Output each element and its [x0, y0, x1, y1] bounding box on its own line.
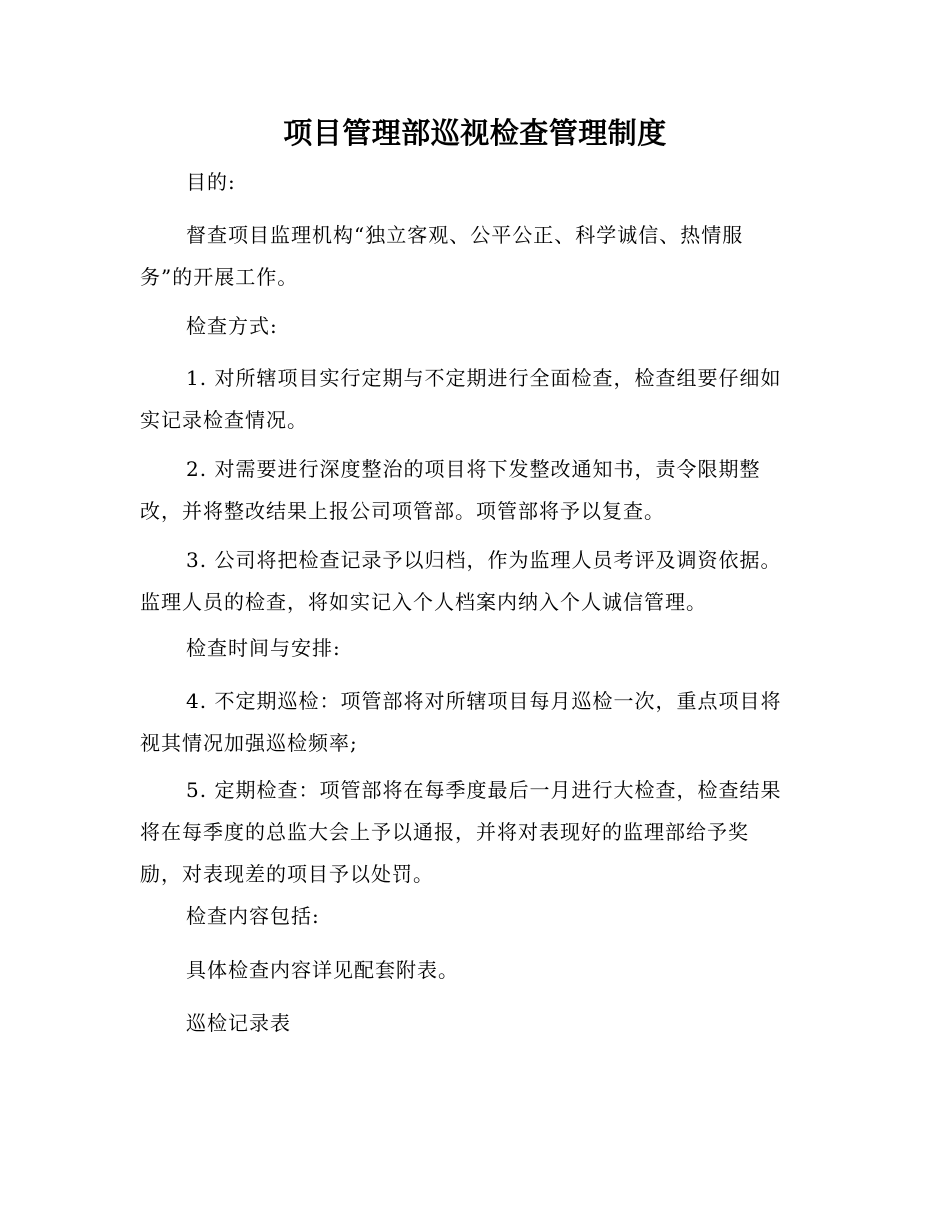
- record-table-label: 巡检记录表: [186, 1011, 291, 1035]
- content-body: 具体检查内容详见配套附表。: [186, 958, 459, 982]
- item-1-line-1: 1. 对所辖项目实行定期与不定期进行全面检查，检查组要仔细如: [186, 366, 782, 390]
- content-heading: 检查内容包括:: [186, 904, 320, 928]
- purpose-body-line-2: 务”的开展工作。: [140, 265, 299, 289]
- item-4-line-2: 视其情况加强巡检频率;: [140, 731, 358, 755]
- item-1: [140, 357, 810, 441]
- item-5-line-1: 5. 定期检查：项管部将在每季度最后一月进行大检查，检查结果: [186, 778, 782, 802]
- item-5-line-2: 将在每季度的总监大会上予以通报，并将对表现好的监理部给予奖: [140, 820, 749, 844]
- purpose-heading: 目的:: [186, 170, 236, 194]
- item-3-line-1: 3. 公司将把检查记录予以归档，作为监理人员考评及调资依据。: [186, 548, 782, 572]
- item-3: [140, 539, 810, 623]
- method-heading: 检查方式:: [186, 314, 278, 338]
- item-3-line-2: 监理人员的检查，将如实记入个人档案内纳入个人诚信管理。: [140, 590, 707, 614]
- item-5: [140, 769, 810, 895]
- item-1-line-2: 实记录检查情况。: [140, 408, 308, 432]
- purpose-body: [140, 214, 810, 298]
- item-4-line-1: 4. 不定期巡检：项管部将对所辖项目每月巡检一次，重点项目将: [186, 689, 782, 713]
- purpose-body-line-1: 督查项目监理机构“独立客观、公平公正、科学诚信、热情服: [186, 223, 744, 247]
- document-title: 项目管理部巡视检查管理制度: [283, 116, 667, 150]
- item-2-line-2: 改，并将整改结果上报公司项管部。项管部将予以复查。: [140, 499, 665, 523]
- item-2: [140, 448, 810, 532]
- item-4: [140, 680, 810, 764]
- schedule-heading: 检查时间与安排:: [186, 636, 341, 660]
- item-2-line-1: 2. 对需要进行深度整治的项目将下发整改通知书，责令限期整: [186, 457, 761, 481]
- item-5-line-3: 励，对表现差的项目予以处罚。: [140, 862, 434, 886]
